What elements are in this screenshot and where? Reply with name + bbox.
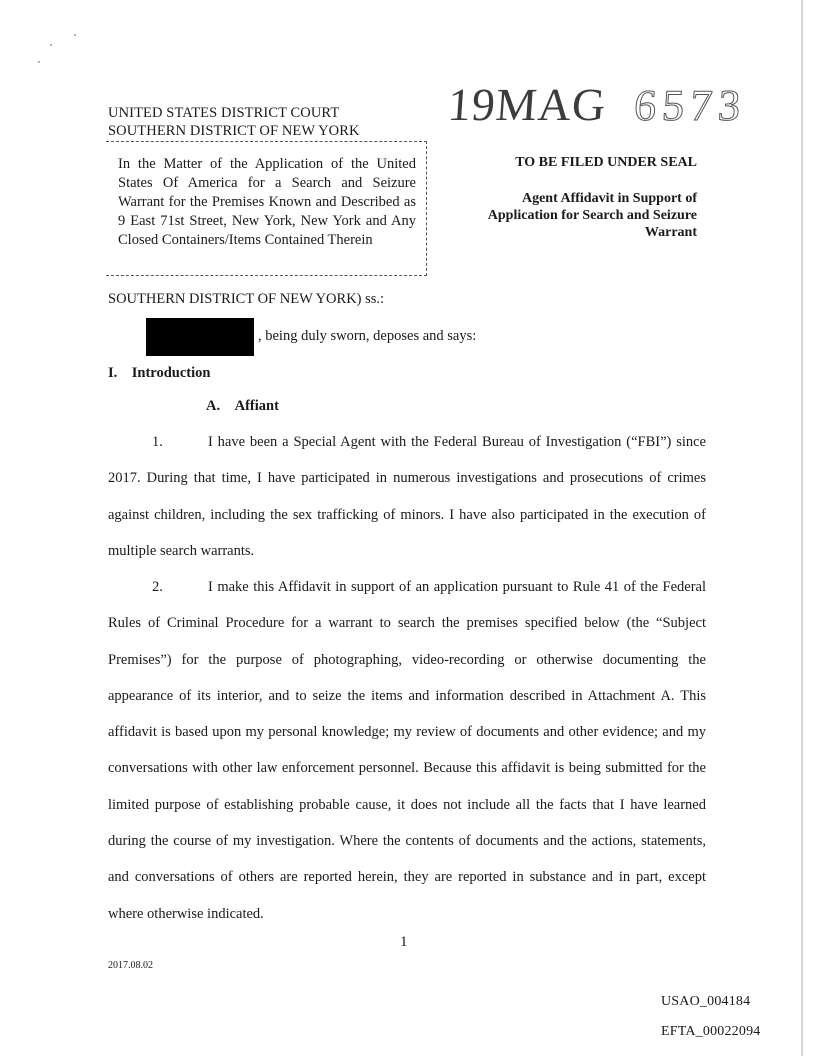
bates-usao: USAO_004184 — [661, 994, 751, 1009]
bates-efta: EFTA_00022094 — [661, 1024, 761, 1039]
page-number: 1 — [400, 934, 408, 950]
document-title-line2: Application for Search and Seizure — [487, 208, 697, 223]
paragraph-text: I make this Affidavit in support of an application pursuant to Rule 41 of the Federal Rules of Criminal Procedure for a warrant to search the premises specified below (the “Subject Premises”) for the purpose of photographing, video-recording or otherwise documenting the appearance of its interior, and to seize the items and information described in Attachment A. This affidavit is based upon my personal knowledge; my review of documents and other evidence; and my conversations with other law enforcement personnel. Because this affidavit is being submitted for the limited purpose of establishing probable cause, it does not include all the facts that I have learned during the course of my investigation. Where the contents of documents and the actions, statements, and conversations of others are reported herein, they are reported in substance and in part, except where otherwise indicated. — [108, 579, 706, 922]
stamp-mag: 19MAG — [446, 79, 609, 130]
subsection-heading: A. Affiant — [206, 398, 279, 414]
redaction-box — [146, 318, 254, 356]
form-code: 2017.08.02 — [108, 960, 153, 971]
paragraph-2 — [108, 569, 706, 932]
document-title-line3: Warrant — [644, 225, 697, 240]
court-name-line1: UNITED STATES DISTRICT COURT — [108, 105, 340, 121]
section-heading: I. Introduction — [108, 365, 211, 381]
paragraph-number: 2. — [152, 579, 163, 595]
case-number-stamp — [446, 78, 748, 131]
paragraph-text: I have been a Special Agent with the Federal Bureau of Investigation (“FBI”) since 2017. During that time, I have participated in numerous investigations and prosecutions of crimes against children, including the sex trafficking of minors. I have also participated in the execution of multiple search warrants. — [108, 434, 706, 559]
paragraph-number: 1. — [152, 434, 163, 450]
paragraph-1 — [108, 424, 706, 569]
venue-line: SOUTHERN DISTRICT OF NEW YORK) ss.: — [108, 291, 385, 307]
court-heading — [108, 104, 360, 140]
scan-speck — [50, 44, 52, 46]
sworn-statement: , being duly sworn, deposes and says: — [258, 328, 477, 344]
scan-edge-line — [801, 0, 803, 1056]
stamp-number: 6573 — [632, 81, 748, 130]
document-title-line1: Agent Affidavit in Support of — [521, 191, 697, 206]
caption-text: In the Matter of the Application of the United States Of America for a Search and Seizure Warrant for the Premises Known and Described as 9 East 71st Street, New York, New York and Any Closed Containers/Items Contained Therein — [118, 156, 416, 248]
scan-speck — [74, 34, 76, 36]
court-name-line2: SOUTHERN DISTRICT OF NEW YORK — [108, 123, 360, 139]
scan-speck — [38, 61, 40, 63]
document-title — [440, 190, 697, 241]
seal-notice: TO BE FILED UNDER SEAL — [515, 155, 697, 170]
